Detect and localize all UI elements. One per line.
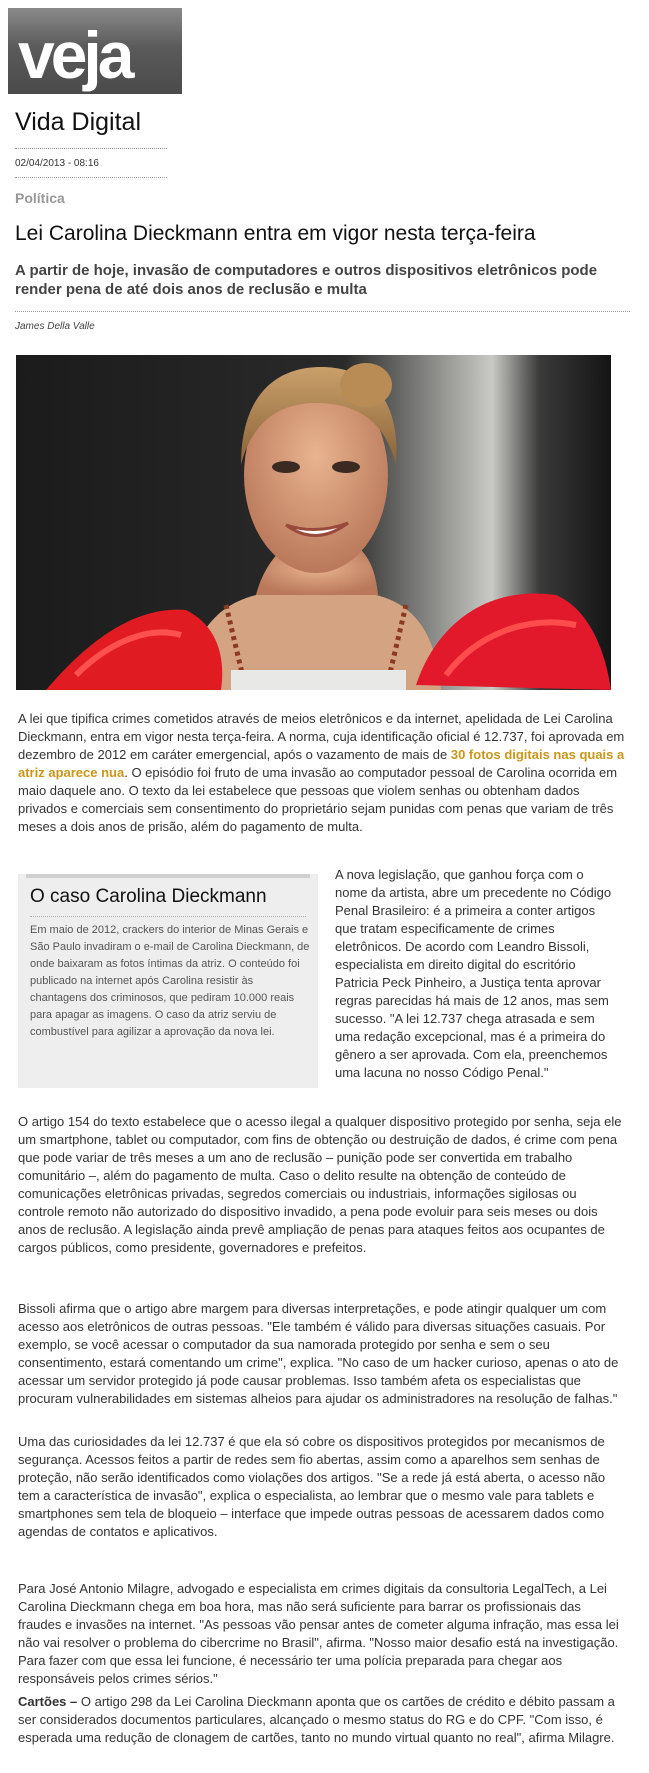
logo-text: veja: [18, 18, 131, 92]
article-photo: [16, 355, 611, 690]
divider: [15, 148, 167, 149]
veja-logo-mark: [8, 8, 182, 94]
paragraph-text: A lei que tipifica crimes cometidos através de meios eletrônicos e da internet, apelidada de Lei Carolina Dieckmann, entra em vigor nesta terça-feira. A norma, cuja identificação oficial é 12.737, foi aprovada em dezembro de 2012 em caráter emergencial, após o vazamento de mais de: [18, 711, 625, 762]
section-title: Vida Digital: [15, 108, 142, 136]
divider: [15, 177, 167, 178]
article-paragraph: [18, 710, 626, 836]
article-subtitle: A partir de hoje, invasão de computadores e outros dispositivos eletrônicos pode render pena de até dois anos de reclusão e multa: [15, 262, 598, 298]
sidebar-box: [18, 874, 318, 1088]
article-paragraph: A nova legislação, que ganhou força com o nome da artista, abre um precedente no Código Penal Brasileiro: é a primeira a conter artigos que tratam especificamente de crimes eletrônicos. De acordo com Leandro Bissoli, especialista em direito digital do escritório Patricia Peck Pinheiro, a Justiça tenta aprovar regras parecidas há mais de 12 anos, mas sem sucesso. "A lei 12.737 chega atrasada e sem uma redação excepcional, mas é a primeira do gênero a ser aprovada. Com ela, preenchemos uma lacuna no nosso Código Penal.": [335, 867, 612, 1080]
sidebar-top-bar: [26, 874, 310, 878]
paragraph-lead: Cartões –: [18, 1694, 78, 1709]
sidebar-text: Em maio de 2012, crackers do interior de Minas Gerais e São Paulo invadiram o e-mail de Carolina Dieckmann, de onde baixaram as fotos íntimas da atriz. O conteúdo foi publicado na internet após Carolina resistir às chantagens dos criminosos, que pediram 10.000 reais para apagar as imagens. O caso da atriz serviu de combustível para agilizar a aprovação da nova lei.: [30, 924, 310, 1038]
article-title: Lei Carolina Dieckmann entra em vigor nesta terça-feira: [15, 222, 536, 245]
article-category[interactable]: Política: [15, 190, 65, 206]
paragraph-text: . O episódio foi fruto de uma invasão ao computador pessoal de Carolina ocorrida em maio daquele ano. O texto da lei estabelece que pessoas que violem senhas ou obtenham dados privados e comerciais sem consentimento do proprietário sejam punidas com penas que variam de três meses a dois anos de prisão, além do pagamento de multa.: [18, 765, 618, 834]
article-paragraph: O artigo 154 do texto estabelece que o acesso ilegal a qualquer dispositivo protegido por senha, seja ele um smartphone, tablet ou computador, com fins de obtenção ou destruição de dados, é crime com pena que pode variar de três meses a um ano de reclusão – punição pode ser convertida em trabalho comunitário –, além do pagamento de multa. Caso o delito resulte na obtenção de conteúdo de comunicações eletrônicas privadas, segredos comerciais ou industriais, informações sigilosas ou controle remoto não autorizado do dispositivo invadido, a pena pode evoluir para seis meses ou dois anos de reclusão. A legislação ainda prevê ampliação de penas para ataques feitos aos ocupantes de cargos públicos, como presidente, governadores e prefeitos.: [18, 1114, 622, 1255]
divider: [30, 916, 306, 917]
article-date: 02/04/2013 - 08:16: [15, 158, 99, 169]
article-author: James Della Valle: [15, 321, 95, 332]
article-paragraph: [18, 1693, 626, 1747]
photos-link[interactable]: 30 fotos digitais nas quais a atriz aparece nua: [18, 747, 625, 780]
divider: [15, 311, 630, 312]
sidebar-title: O caso Carolina Dieckmann: [30, 886, 267, 907]
article-paragraph: Uma das curiosidades da lei 12.737 é que ela só cobre os dispositivos protegidos por mecanismos de segurança. Acessos feitos a partir de redes sem fio abertas, assim como a aparelhos sem senhas de proteção, não serão identificados como violações dos artigos. "Se a rede já está aberta, o acesso não tem a característica de invasão", explica o especialista, ao lembrar que o mesmo vale para tablets e smartphones sem tela de bloqueio – interface que impede outras pessoas de acessarem dados como agendas de contatos e aplicativos.: [18, 1434, 606, 1539]
veja-logo[interactable]: [8, 8, 182, 94]
article-paragraph: Bissoli afirma que o artigo abre margem para diversas interpretações, e pode atingir qualquer um com acesso aos eletrônicos de outras pessoas. "Ele também é válido para diversas situações casuais. Por exemplo, se você acessar o computador da sua namorada protegido por senha e sem o seu consentimento, estará comentando um crime", explica. "No caso de um hacker curioso, apenas o ato de acessar um servidor protegido já pode causar problemas. Isso também afeta os especialistas que procuram vulnerabilidades em sistemas alheios para ajudar os administradores na resolução de falhas.": [18, 1301, 619, 1406]
paragraph-text: O artigo 298 da Lei Carolina Dieckmann aponta que os cartões de crédito e débito passam a ser considerados documentos particulares, alcançado o mesmo status do RG e do CPF. "Com isso, é esperada uma redução de clonagem de cartões, tanto no mundo virtual quanto no real", afirma Milagre.: [18, 1694, 615, 1745]
article-paragraph: Para José Antonio Milagre, advogado e especialista em crimes digitais da consultoria LegalTech, a Lei Carolina Dieckmann chega em boa hora, mas não será suficiente para barrar os profissionais das fraudes e invasões na internet. "As pessoas vão pensar antes de cometer alguma infração, mas essa lei não vai resolver o problema do cibercrime no Brasil", afirma. "Nosso maior desafio está na investigação. Para fazer com que essa lei funcione, é necessário ter uma polícia preparada para chegar aos responsáveis pelos crimes sérios.": [18, 1581, 619, 1686]
